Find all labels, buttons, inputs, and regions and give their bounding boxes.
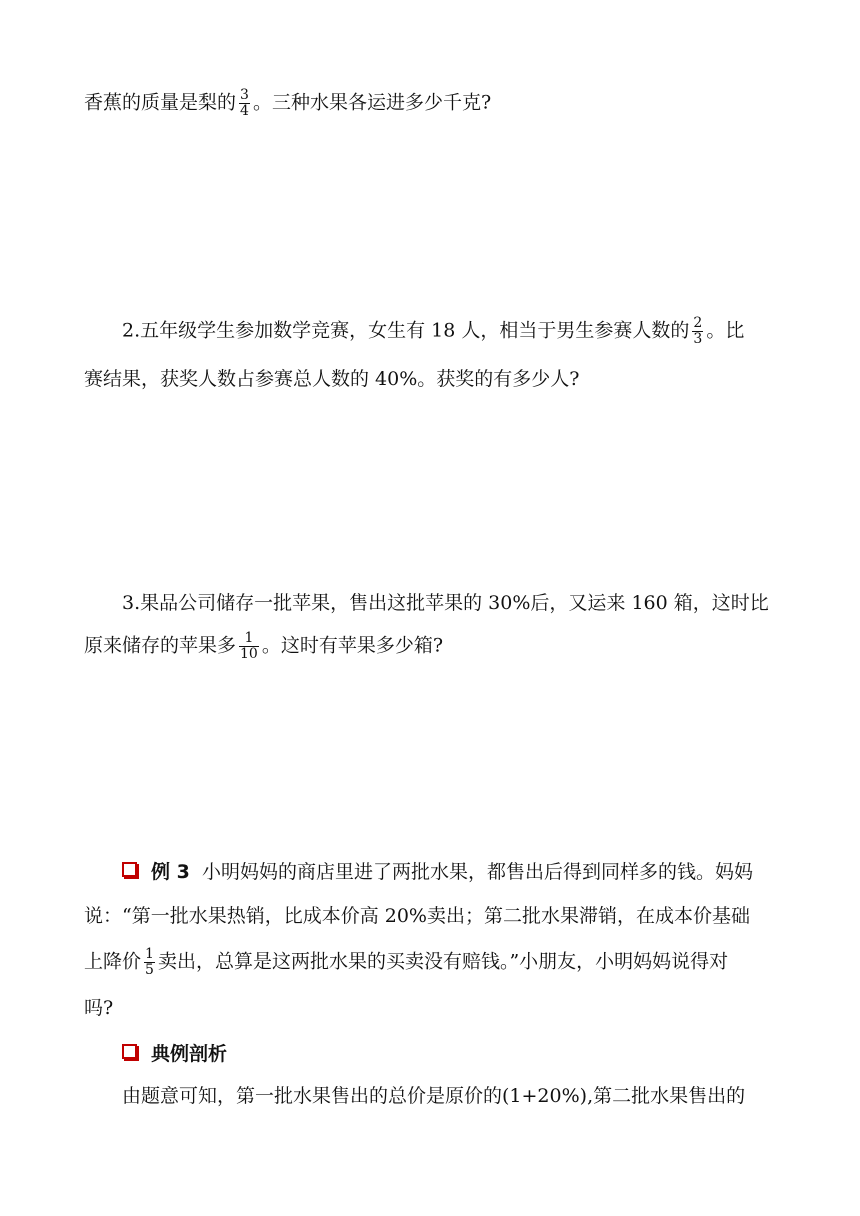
analysis-heading-row bbox=[122, 1042, 227, 1066]
problem-2-text-pre: 2.五年级学生参加数学竞赛，女生有 18 人，相当于男生参赛人数的 bbox=[122, 319, 690, 342]
fraction-numerator: 3 bbox=[240, 87, 249, 103]
example-3-text: 小明妈妈的商店里进了两批水果，都售出后得到同样多的钱。妈妈 bbox=[201, 861, 753, 883]
problem-2-line-2: 赛结果，获奖人数占参赛总人数的 40%。获奖的有多少人? bbox=[84, 368, 580, 390]
analysis-heading: 典例剖析 bbox=[151, 1043, 228, 1065]
example-3-text-pre: 上降价 bbox=[84, 950, 142, 973]
fraction-3-4 bbox=[239, 88, 250, 119]
fraction-1-5 bbox=[144, 947, 155, 978]
problem-1-tail bbox=[84, 88, 491, 119]
problem-2-text-post: 。比 bbox=[706, 319, 745, 342]
fraction-denominator: 3 bbox=[693, 331, 703, 347]
fraction-numerator: 1 bbox=[145, 946, 154, 962]
red-square-bullet-icon bbox=[122, 1044, 137, 1059]
red-square-bullet-icon bbox=[122, 862, 137, 877]
analysis-line-1: 由题意可知，第一批水果售出的总价是原价的(1+20%),第二批水果售出的 bbox=[122, 1085, 746, 1107]
fraction-denominator: 10 bbox=[240, 646, 258, 662]
fraction-denominator: 5 bbox=[145, 962, 154, 978]
fraction-numerator: 1 bbox=[239, 631, 259, 647]
fraction-2-3 bbox=[692, 316, 703, 347]
problem-3-line-2 bbox=[84, 631, 443, 662]
example-3-line-3 bbox=[84, 947, 728, 978]
fraction-denominator: 4 bbox=[240, 103, 249, 119]
example-3-line-1 bbox=[122, 860, 753, 884]
example-3-line-4: 吗? bbox=[84, 997, 114, 1019]
problem-2-line-1 bbox=[122, 316, 744, 347]
example-3-label: 例 3 bbox=[151, 861, 190, 883]
fraction-numerator: 2 bbox=[693, 315, 703, 331]
problem-3-line-1: 3.果品公司储存一批苹果，售出这批苹果的 30%后，又运来 160 箱，这时比 bbox=[122, 592, 769, 614]
example-3-line-2: 说：“第一批水果热销，比成本价高 20%卖出；第二批水果滞销，在成本价基础 bbox=[84, 905, 750, 927]
problem-1-text-pre: 香蕉的质量是梨的 bbox=[84, 91, 237, 114]
example-3-text-post: 卖出，总算是这两批水果的买卖没有赔钱。”小朋友，小明妈妈说得对 bbox=[157, 950, 729, 973]
problem-3-text-post: 。这时有苹果多少箱? bbox=[261, 634, 444, 657]
problem-3-text-pre: 原来储存的苹果多 bbox=[84, 634, 237, 657]
fraction-1-10 bbox=[239, 631, 259, 662]
problem-1-text-post: 。三种水果各运进多少千克? bbox=[252, 91, 492, 114]
